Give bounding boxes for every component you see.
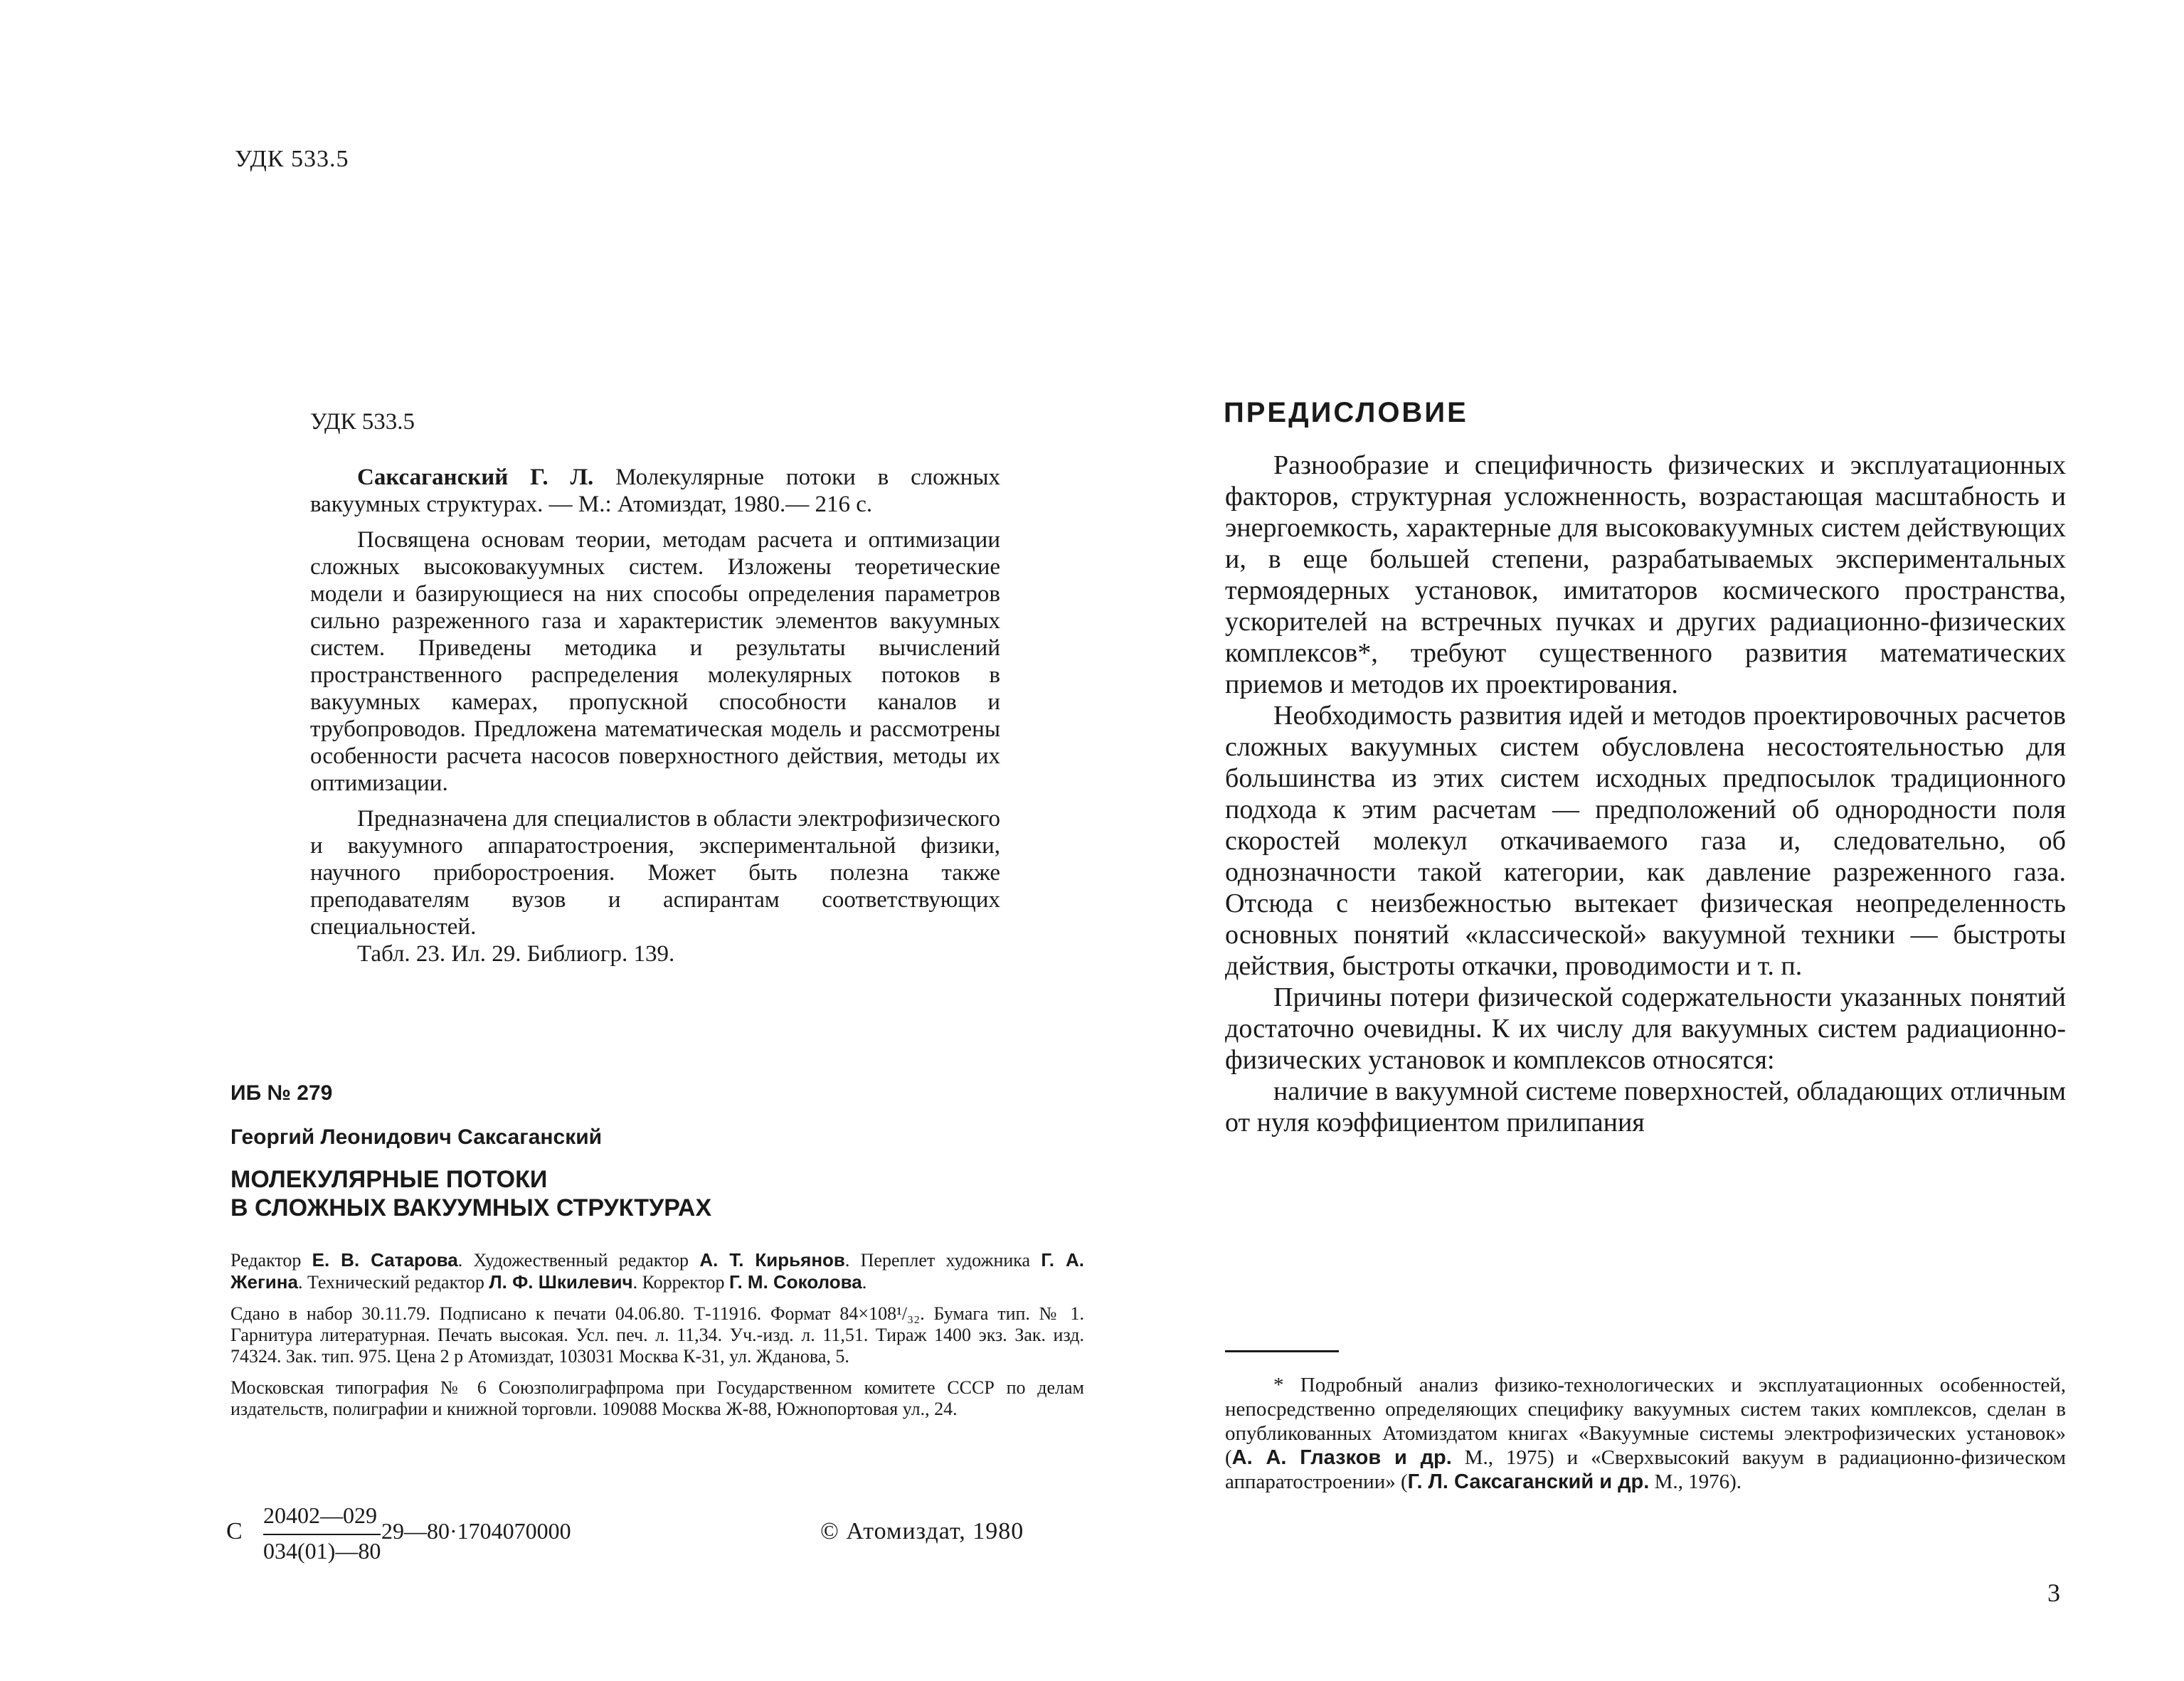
footnote-author: А. А. Глазков и др. [1231,1446,1452,1469]
preface-paragraph-4: наличие в вакуумной системе поверхностей, обладающих отличным от нуля коэффициентом прилипания [1225,1076,2066,1138]
editor-name: Г. М. Соколова [728,1271,862,1293]
preface-paragraph-1: Разнообразие и специфичность физических и эксплуатационных факторов, структурная усложненность, возрастающая масштабность и энергоемкость, характерные для высоковакуумных систем действующих и, в еще большей степени, разрабатываемых экспериментальных термоядерных установок, имитаторов космического пространства, ускорителей на встречных пучках и других радиационно-физических комплексов*, требуют существенного развития математических приемов и методов их проектирования. [1225,450,2066,699]
imprint [230,1081,1084,1430]
footnote-part: М., 1976). [1649,1470,1742,1493]
imprint-editors [230,1249,1084,1293]
copyright: © Атомиздат, 1980 [820,1518,1024,1544]
book-title-line-2: В СЛОЖНЫХ ВАКУУМНЫХ СТРУКТУРАХ [230,1194,712,1221]
footnote [1225,1373,2066,1494]
catalog-card [310,409,1000,976]
editors-text: . [862,1272,867,1293]
editors-text: . Художественный редактор [457,1250,700,1271]
citation-rest: Молекулярные потоки в сложных вакуумных структурах. — М.: Атомиздат, 1980.— 216 с. [310,465,1000,517]
editors-text: . Переплет художника [844,1250,1041,1271]
ib-number: ИБ № 279 [230,1081,333,1105]
book-title-line-1: МОЛЕКУЛЯРНЫЕ ПОТОКИ [230,1166,548,1193]
udk-top: УДК 533.5 [235,146,349,172]
code-letter: С [226,1518,243,1544]
editor-name: А. Т. Кирьянов [699,1249,845,1271]
card-citation [310,464,1000,518]
footnote-text [1225,1373,2066,1494]
preface-paragraph-3: Причины потери физической содержательности указанных понятий достаточно очевидны. К их числу для вакуумных систем радиационно-физических установок и комплексов относятся: [1225,982,2066,1075]
footnote-rule [1225,1350,1339,1352]
imprint-printer: Московская типография № 6 Союзполиграфпрома при Государственном комитете СССР по делам издательств, полиграфии и книжной торговли. 109088 Москва Ж-88, Южнопортовая ул., 24. [230,1377,1084,1419]
page-number: 3 [2047,1579,2060,1607]
fraction-line [263,1534,381,1535]
footnote-part: * Подробный анализ физико-технологических и эксплуатационных особенностей, непосредственно определяющих специфику вакуумных систем таких комплексов, сделан в опубликованных Атомиздатом книгах «Вакуумные системы электрофизических установок» ( [1225,1374,2066,1469]
citation-author: Саксаганский Г. Л. [357,465,594,490]
footnote-author: Г. Л. Саксаганский и др. [1407,1470,1650,1493]
editors-text: . Технический редактор [297,1272,489,1293]
imprint-print-info: Сдано в набор 30.11.79. Подписано к печати 04.06.80. Т-11916. Формат 84×108¹/₃₂. Бумага тип. № 1. Гарнитура литературная. Печать высокая. Усл. печ. л. 11,34. Уч.-изд. л. 11,51. Тираж 1400 экз. Зак. изд. 74324. Зак. тип. 975. Цена 2 р Атомиздат, 103031 Москва К-31, ул. Жданова, 5. [230,1303,1084,1367]
card-biblio: Табл. 23. Ил. 29. Библиогр. 139. [357,941,675,967]
card-audience: Предназначена для специалистов в области электрофизического и вакуумного аппаратостроения, экспериментальной физики, научного приборостроения. Может быть полезна также преподавателям вузов и аспирантам соответствующих специальностей. [310,806,1000,940]
card-abstract: Посвящена основам теории, методам расчета и оптимизации сложных высоковакуумных систем. Изложены теоретические модели и базирующиеся на них способы определения параметров сильно разреженного газа и характеристик элементов вакуумных систем. Приведены методика и результаты вычислений пространственного распределения молекулярных потоков в вакуумных камерах, пропускной способности каналов и трубопроводов. Предложена математическая модель и рассмотрены особенности расчета насосов поверхностного действия, методы их оптимизации. [310,527,1000,796]
card-udk: УДК 533.5 [310,409,415,435]
code-numerator: 20402—029 [263,1502,377,1528]
preface-heading: ПРЕДИСЛОВИЕ [1224,397,1468,428]
footnote-part: М., 1975) и «Сверхвысокий вакуум в радиационно-физическом аппаратостроении» ( [1225,1446,2067,1493]
editor-name: Г. А. Жегина [230,1249,1084,1293]
imprint-book-title [230,1165,1084,1222]
editors-text: Редактор [230,1250,312,1271]
preface-paragraph-2: Необходимость развития идей и методов проектировочных расчетов сложных вакуумных систем обусловлена несостоятельностью для большинства из этих систем исходных предпосылок традиционного подхода к этим расчетам — предположений об однородности поля скоростей молекул откачиваемого газа и, следовательно, об однозначности такой категории, как давление разреженного газа. Отсюда с неизбежностью вытекает физическая неопределенность основных понятий «классической» вакуумной техники — быстроты действия, быстроты откачки, проводимости и т. п. [1225,701,2066,981]
code-rest: 29—80·1704070000 [381,1518,571,1544]
preface-body [1225,450,2066,1138]
editor-name: Е. В. Сатарова [312,1249,458,1271]
publication-code [226,1502,1080,1566]
editor-name: Л. Ф. Шкилевич [489,1271,633,1293]
imprint-author: Георгий Леонидович Саксаганский [230,1125,603,1149]
editors-text: . Корректор [632,1272,729,1293]
code-denominator: 034(01)—80 [263,1538,381,1564]
